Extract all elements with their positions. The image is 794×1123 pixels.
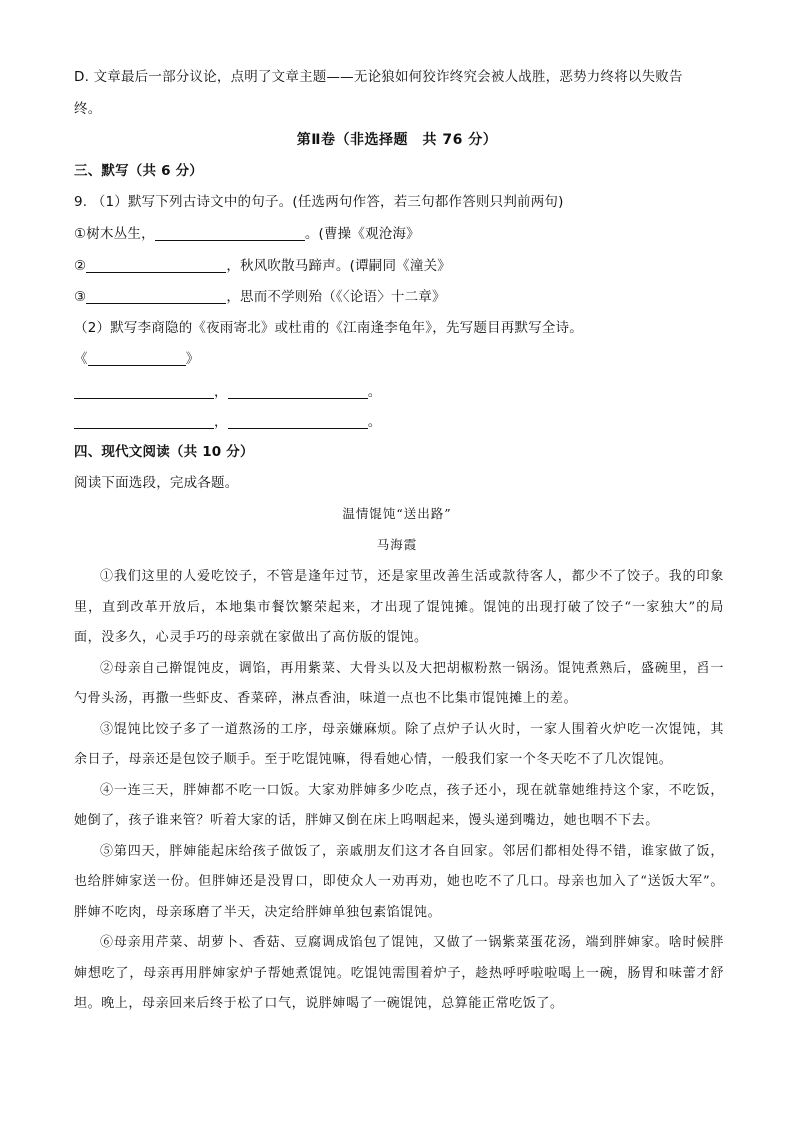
q9-intro: 9. （1）默写下列古诗文中的句子。(任选两句作答，若三句都作答则只判前两句) [74,194,564,210]
poem-period-1: 。 [367,384,382,400]
section4-heading: 四、现代文阅读（共 10 分） [74,444,254,460]
item2-before: ② [74,258,87,274]
poem-blank-1a[interactable] [74,384,214,399]
poem-line-1 [74,383,381,401]
title-open-bracket: 《 [74,351,88,367]
poem-title-line [74,350,199,368]
article-paragraph-2: ②母亲自己擀馄饨皮，调馅，再用紫菜、大骨头以及大把胡椒粉熬一锅汤。馄饨煮熟后，盛碗里，舀一勺骨头汤，再撒一些虾皮、香菜碎，淋点香油，味道一点也不比集市馄饨摊上的差。 [74,660,724,706]
option-d-line2: 终。 [74,101,102,117]
item1-before: ①树木丛生， [74,226,155,242]
answer-blank-1[interactable] [155,226,305,241]
title-close-bracket: 》 [185,351,200,367]
q9-item3 [74,288,446,306]
q9-item1 [74,225,420,243]
option-d-line1: D. 文章最后一部分议论，点明了文章主题——无论狼如何狡诈终究会被人战胜，恶势力终将以失败告 [74,69,683,85]
article-paragraph-3: ③馄饨比饺子多了一道熬汤的工序，母亲嫌麻烦。除了点炉子认火时，一家人围着火炉吃一次馄饨，其余日子，母亲还是包饺子顺手。至于吃馄饨嘛，得看她心情，一般我们家一个冬天吃不了几次馄饨。 [74,721,724,767]
article-paragraph-6: ⑥母亲用芹菜、胡萝卜、香菇、豆腐调成馅包了馄饨，又做了一锅紫菜蛋花汤，端到胖婶家。啥时候胖婶想吃了，母亲再用胖婶家炉子帮她煮馄饨。吃馄饨需围着炉子，趁热呼呼啦啦喝上一碗，肠胃和味蕾才舒坦。晚上，母亲回来后终于松了口气，说胖婶喝了一碗馄饨，总算能正常吃饭了。 [74,935,724,1011]
item3-before: ③ [74,289,87,305]
reading-instruction: 阅读下面选段，完成各题。 [74,475,239,491]
poem-blank-1b[interactable] [228,384,368,399]
q9-part2: （2）默写李商隐的《夜雨寄北》或杜甫的《江南逢李龟年》，先写题目再默写全诗。 [74,320,583,336]
item3-after: ，思而不学则殆（《〈论语〉十二章》 [226,289,446,305]
poem-blank-2a[interactable] [74,414,214,429]
poem-comma-2: ， [214,414,228,430]
article-paragraph-5: ⑤第四天，胖婶能起床给孩子做饭了，亲戚朋友们这才各自回家。邻居们都相处得不错，谁家做了饭，也给胖婶家送一份。但胖婶还是没胃口，即使众人一劝再劝，她也吃不了几口。母亲也加入了“送饭大军”。胖婶不吃肉，母亲琢磨了半天，决定给胖婶单独包素馅馄饨。 [74,843,724,920]
poem-period-2: 。 [367,414,382,430]
poem-comma-1: ， [214,384,228,400]
item1-after: 。(曹操《观沧海》 [304,226,420,242]
article-author: 马海霞 [376,537,418,552]
q9-item2 [74,257,451,275]
poem-blank-2b[interactable] [228,414,368,429]
item2-after: ，秋风吹散马蹄声。(谭嗣同《潼关》 [226,258,451,274]
article-title: 温情馄饨“送出路” [342,506,452,521]
poem-title-blank[interactable] [88,351,186,366]
volume-title: 第Ⅱ卷（非选择题 共 76 分） [296,132,498,148]
section3-heading: 三、默写（共 6 分） [74,163,203,179]
answer-blank-3[interactable] [86,289,226,304]
article-paragraph-4: ④一连三天，胖婶都不吃一口饭。大家劝胖婶多少吃点，孩子还小，现在就靠她维持这个家，不吃饭，她倒了，孩子谁来管？听着大家的话，胖婶又倒在床上呜咽起来，馒头递到嘴边，她也咽不下去。 [74,782,724,828]
article-paragraph-1: ①我们这里的人爱吃饺子，不管是逢年过节，还是家里改善生活或款待客人，都少不了饺子。我的印象里，直到改革开放后，本地集市餐饮繁荣起来，才出现了馄饨摊。馄饨的出现打破了饺子“一家独大”的局面，没多久，心灵手巧的母亲就在家做出了高仿版的馄饨。 [74,569,724,645]
poem-line-2 [74,413,381,431]
answer-blank-2[interactable] [86,258,226,273]
article-body [74,562,724,1020]
